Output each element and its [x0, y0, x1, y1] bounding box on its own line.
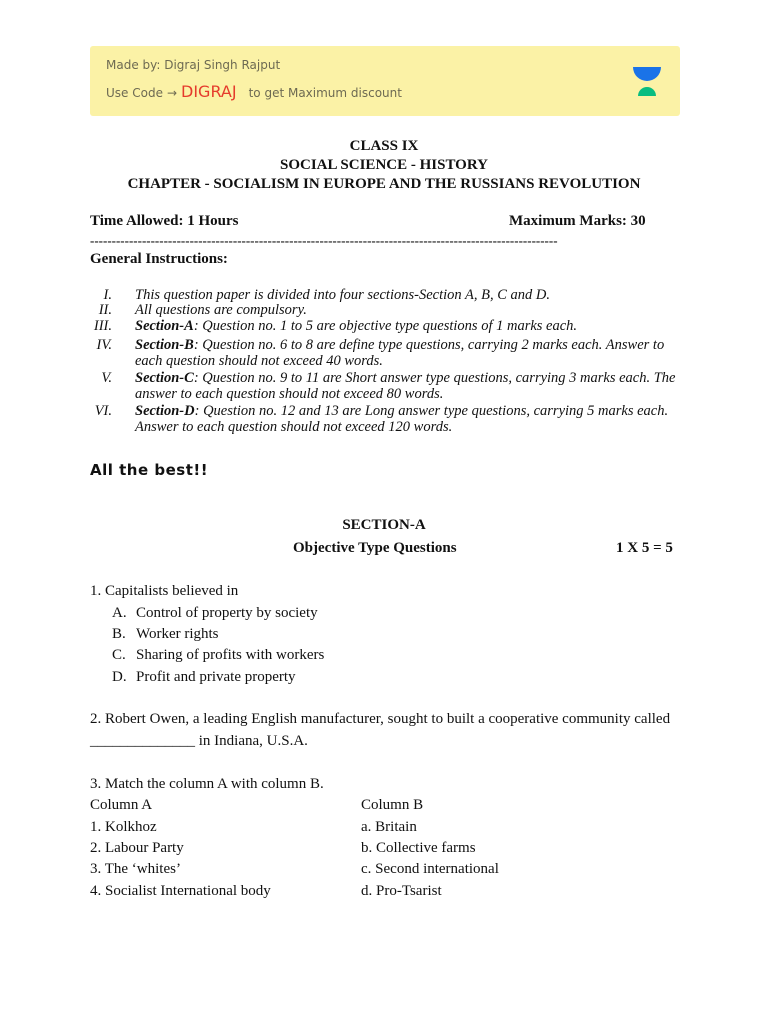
- question-1: 1. Capitalists believed in: [90, 583, 239, 599]
- section-label: Section-B: [135, 337, 194, 353]
- instruction-body: : Question no. 6 to 8 are define type questions, carrying 2 marks each. Answer to each question should not exceed 40 words.: [135, 337, 665, 369]
- question-2-line2: ______________ in Indiana, U.S.A.: [90, 733, 308, 749]
- separator-line: ------------------------------------------------------------------------------------------------------------: [90, 233, 558, 248]
- option-letter: B.: [112, 626, 126, 642]
- question-3: 3. Match the column A with column B.: [90, 776, 324, 792]
- option-c: [112, 647, 324, 664]
- column-b-item: c. Second international: [361, 861, 499, 877]
- chapter-title: CHAPTER - SOCIALISM IN EUROPE AND THE RUSSIANS REVOLUTION: [127, 176, 641, 192]
- instruction-num: II.: [98, 302, 112, 318]
- option-letter: C.: [112, 647, 126, 663]
- instruction-text: [135, 370, 683, 402]
- column-b-header: Column B: [361, 797, 424, 813]
- section-label: Section-D: [135, 403, 195, 419]
- section-label: Section-A: [135, 318, 194, 334]
- option-a: [112, 605, 318, 622]
- section-label: Section-C: [135, 370, 194, 386]
- section-a-title: SECTION-A: [342, 517, 426, 533]
- option-d: [112, 669, 296, 686]
- all-the-best: All the best!!: [90, 461, 209, 479]
- column-b-item: a. Britain: [361, 819, 417, 835]
- subject-title: SOCIAL SCIENCE - HISTORY: [279, 157, 488, 173]
- instruction-body: This question paper is divided into four sections-Section A, B, C and D.: [135, 287, 550, 303]
- use-code-suffix: to get Maximum discount: [248, 86, 402, 100]
- section-a-subtitle: Objective Type Questions: [293, 540, 457, 556]
- instruction-text: [135, 318, 683, 334]
- option-text: Worker rights: [136, 626, 219, 642]
- option-b: [112, 626, 219, 643]
- use-code-prefix: Use Code: [106, 86, 163, 100]
- instruction-text: [135, 287, 683, 303]
- column-b-item: d. Pro-Tsarist: [361, 883, 442, 899]
- option-letter: A.: [112, 605, 127, 621]
- instruction-text: [135, 403, 683, 435]
- instruction-num: V.: [101, 370, 112, 386]
- option-text: Control of property by society: [136, 605, 318, 621]
- instruction-body: : Question no. 12 and 13 are Long answer type questions, carrying 5 marks each. Answer to each question should not exceed 120 words.: [135, 403, 669, 435]
- option-text: Sharing of profits with workers: [136, 647, 325, 663]
- column-a-item: 2. Labour Party: [90, 840, 184, 856]
- section-a-marks: 1 X 5 = 5: [616, 540, 673, 556]
- column-b-item: b. Collective farms: [361, 840, 476, 856]
- instruction-num: IV.: [96, 337, 112, 353]
- column-a-item: 4. Socialist International body: [90, 883, 271, 899]
- instruction-body: : Question no. 1 to 5 are objective type questions of 1 marks each.: [193, 318, 578, 334]
- use-code-line: [106, 82, 402, 101]
- arrow-icon: →: [166, 86, 178, 100]
- promo-banner: [90, 46, 680, 116]
- instruction-text: [135, 337, 683, 369]
- promo-code: DIGRAJ: [181, 82, 237, 101]
- made-by-line: [106, 58, 280, 72]
- made-by-name: Digraj Singh Rajput: [164, 58, 281, 72]
- column-a-item: 1. Kolkhoz: [90, 819, 157, 835]
- instruction-body: All questions are compulsory.: [135, 302, 307, 318]
- instruction-num: VI.: [94, 403, 112, 419]
- column-a-header: Column A: [90, 797, 153, 813]
- instruction-text: [135, 302, 683, 318]
- class-title: CLASS IX: [349, 138, 419, 154]
- instructions-heading: General Instructions:: [90, 251, 228, 267]
- option-letter: D.: [112, 669, 127, 685]
- option-text: Profit and private property: [136, 669, 296, 685]
- question-2-line1: 2. Robert Owen, a leading English manufacturer, sought to built a cooperative community called: [90, 711, 671, 727]
- time-allowed: Time Allowed: 1 Hours: [90, 213, 239, 229]
- unacademy-logo-icon: [632, 66, 662, 98]
- instruction-num: I.: [103, 287, 112, 303]
- made-by-label: Made by:: [106, 58, 165, 72]
- instruction-num: III.: [93, 318, 112, 334]
- max-marks: Maximum Marks: 30: [509, 213, 646, 229]
- column-a-item: 3. The ‘whites’: [90, 861, 181, 877]
- instruction-body: : Question no. 9 to 11 are Short answer type questions, carrying 3 marks each. The answer to each question should not exceed 80 words.: [135, 370, 676, 402]
